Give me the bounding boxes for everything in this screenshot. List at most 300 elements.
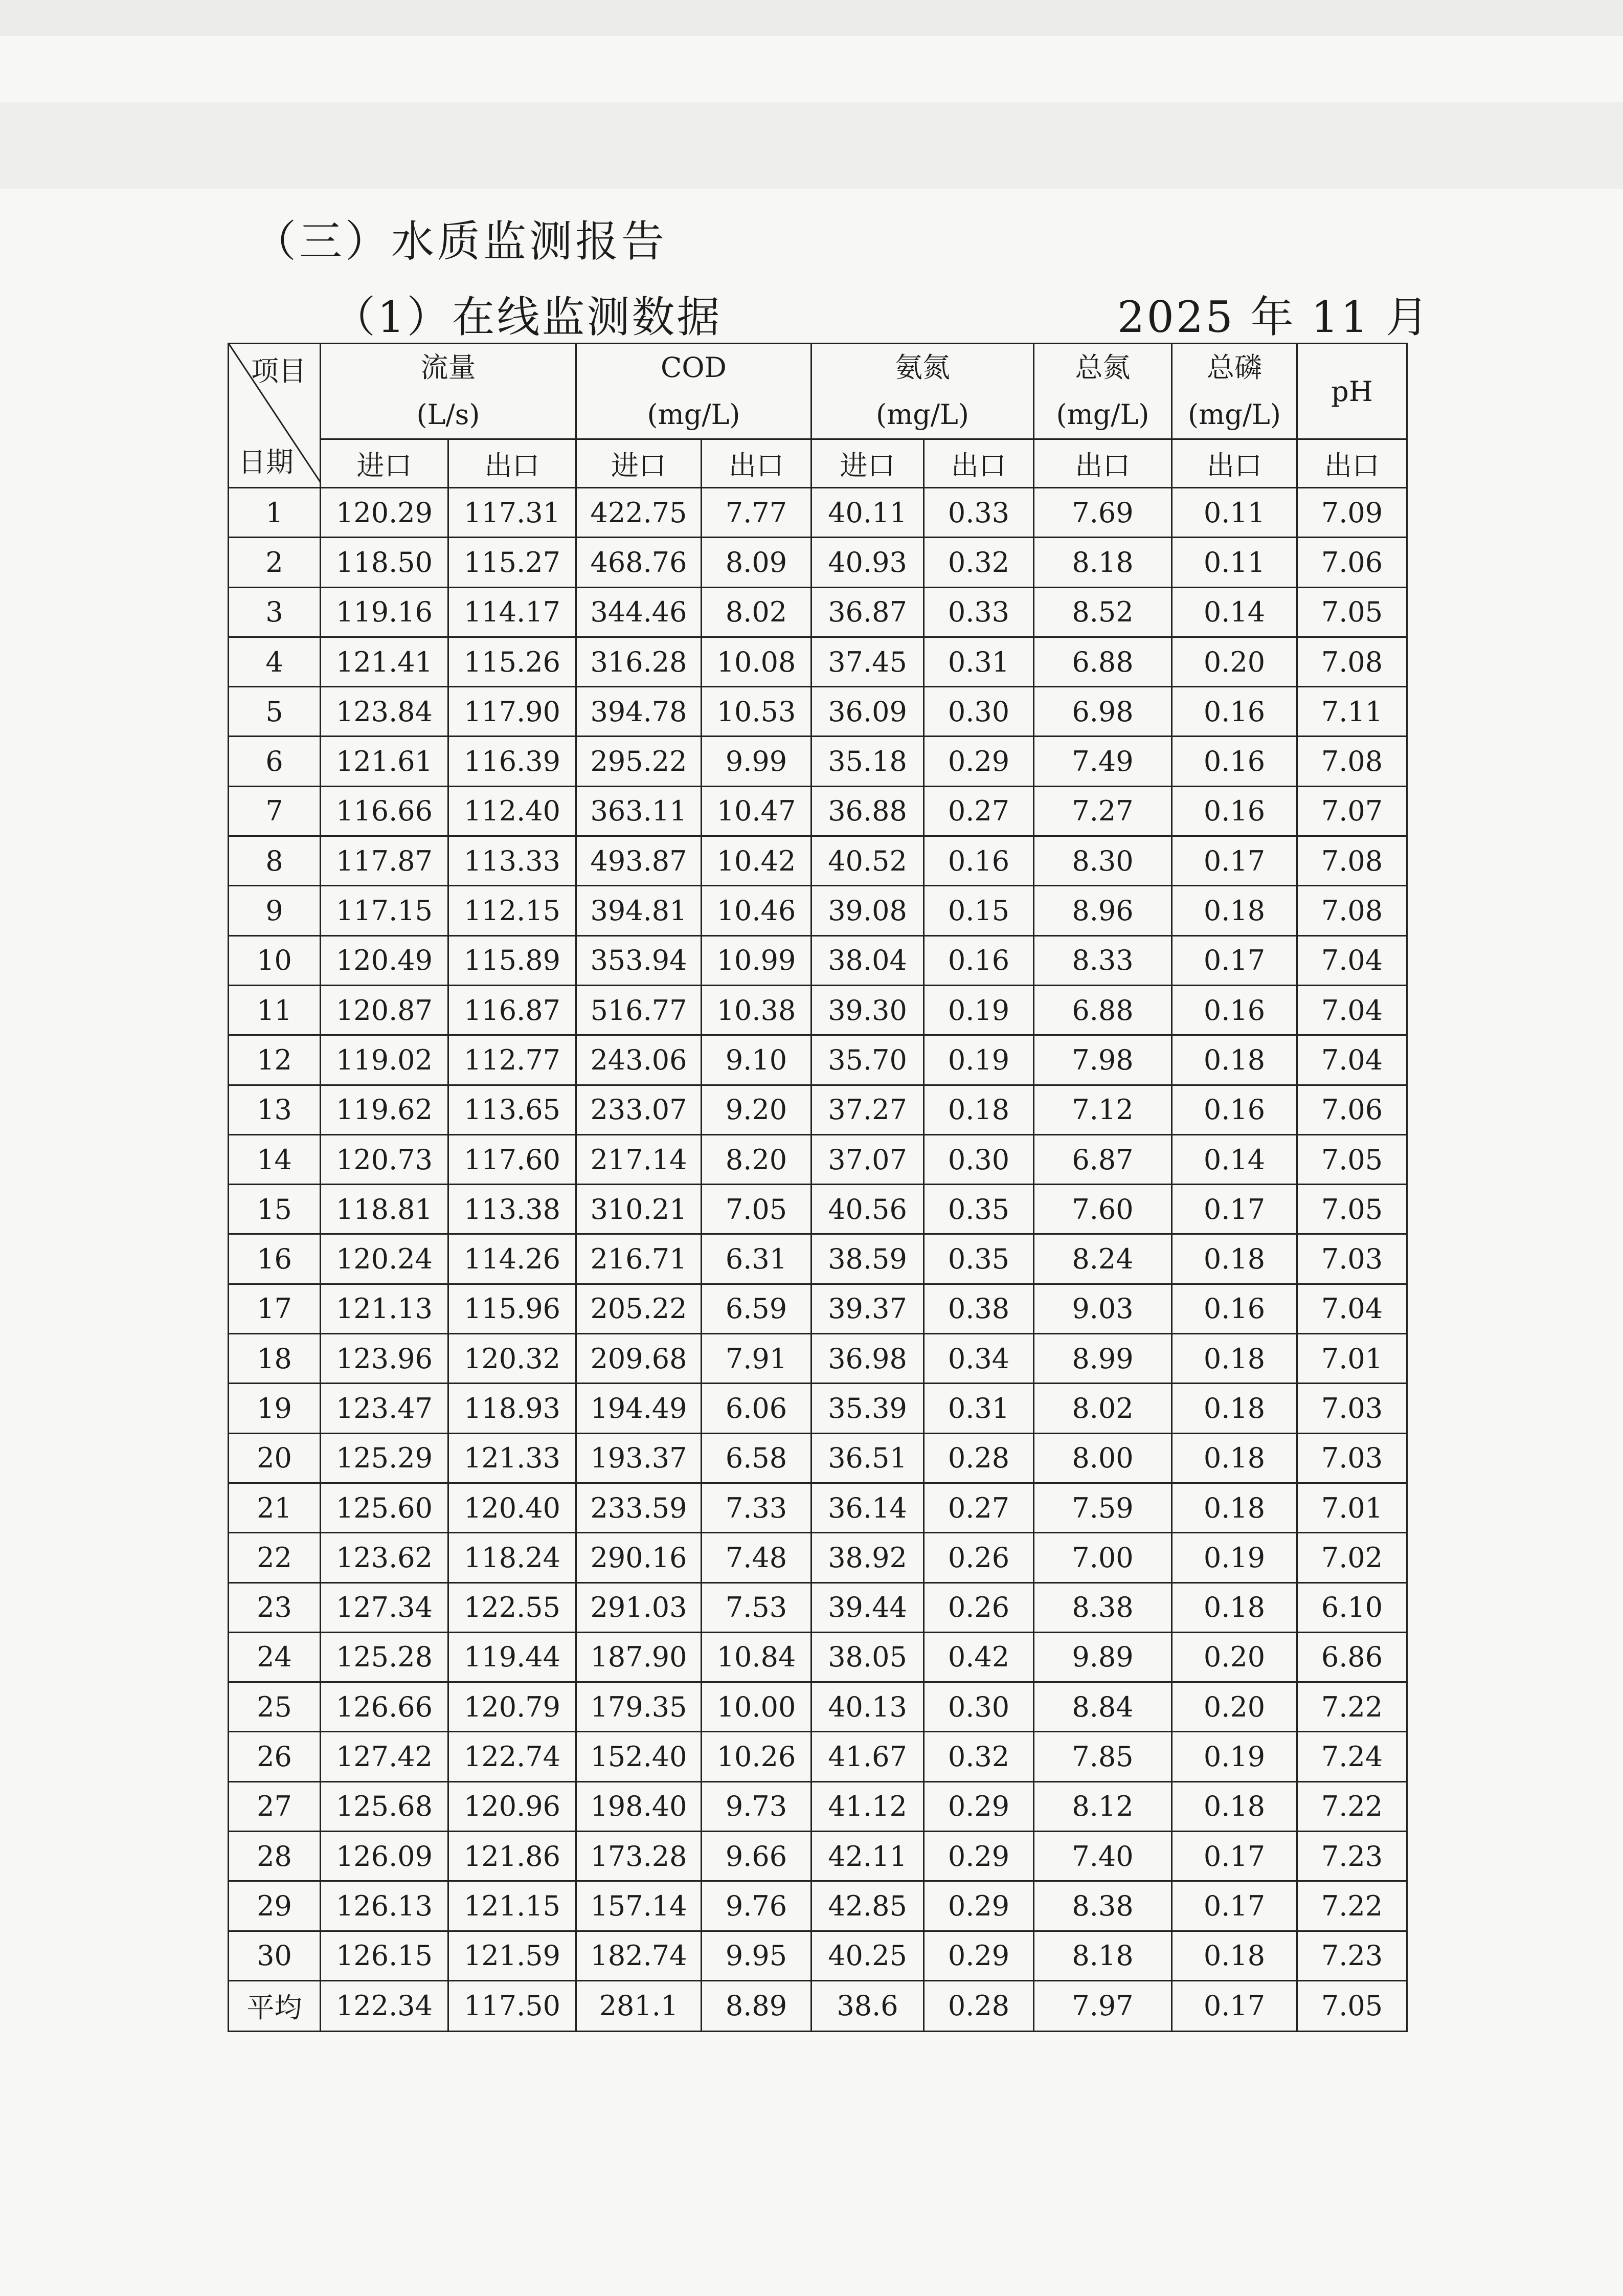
- value-cell: 115.27: [448, 538, 576, 587]
- value-cell: 0.17: [1172, 1881, 1297, 1931]
- value-cell: 7.23: [1297, 1832, 1407, 1881]
- average-cell: 7.05: [1297, 1980, 1407, 2031]
- value-cell: 113.38: [448, 1185, 576, 1234]
- value-cell: 113.33: [448, 836, 576, 886]
- value-cell: 205.22: [576, 1284, 702, 1333]
- value-cell: 6.87: [1034, 1134, 1172, 1184]
- value-cell: 36.14: [812, 1483, 924, 1532]
- table-row: [229, 1832, 1407, 1881]
- value-cell: 7.05: [1297, 1134, 1407, 1184]
- value-cell: 7.05: [702, 1185, 812, 1234]
- value-cell: 7.03: [1297, 1234, 1407, 1284]
- value-cell: 10.08: [702, 637, 812, 686]
- value-cell: 0.18: [1172, 1483, 1297, 1532]
- value-cell: 7.98: [1034, 1035, 1172, 1085]
- value-cell: 310.21: [576, 1185, 702, 1234]
- value-cell: 117.31: [448, 488, 576, 538]
- value-cell: 0.16: [1172, 737, 1297, 786]
- value-cell: 115.96: [448, 1284, 576, 1333]
- value-cell: 0.18: [1172, 1781, 1297, 1831]
- value-cell: 125.68: [321, 1781, 448, 1831]
- value-cell: 217.14: [576, 1134, 702, 1184]
- value-cell: 0.33: [924, 488, 1034, 538]
- value-cell: 9.95: [702, 1931, 812, 1980]
- value-cell: 0.30: [924, 1134, 1034, 1184]
- date-cell: 10: [229, 935, 321, 985]
- average-cell: 117.50: [448, 1980, 576, 2031]
- sub-header-cell: 进口: [576, 439, 702, 488]
- value-cell: 0.26: [924, 1533, 1034, 1582]
- group-header-total-nitrogen: [1034, 344, 1172, 439]
- value-cell: 114.17: [448, 587, 576, 637]
- sub-header-cell: 出口: [448, 439, 576, 488]
- value-cell: 7.24: [1297, 1732, 1407, 1781]
- value-cell: 8.20: [702, 1134, 812, 1184]
- value-cell: 0.26: [924, 1582, 1034, 1632]
- value-cell: 125.28: [321, 1632, 448, 1682]
- value-cell: 123.96: [321, 1334, 448, 1384]
- data-rows: [229, 488, 1407, 1981]
- value-cell: 120.32: [448, 1334, 576, 1384]
- value-cell: 0.18: [1172, 1433, 1297, 1483]
- value-cell: 7.01: [1297, 1483, 1407, 1532]
- value-cell: 118.81: [321, 1185, 448, 1234]
- value-cell: 353.94: [576, 935, 702, 985]
- date-cell: 8: [229, 836, 321, 886]
- value-cell: 7.04: [1297, 1035, 1407, 1085]
- value-cell: 121.61: [321, 737, 448, 786]
- value-cell: 0.15: [924, 886, 1034, 935]
- value-cell: 113.65: [448, 1085, 576, 1134]
- table-row: [229, 587, 1407, 637]
- value-cell: 233.59: [576, 1483, 702, 1532]
- value-cell: 120.29: [321, 488, 448, 538]
- table-row: [229, 1234, 1407, 1284]
- value-cell: 0.18: [1172, 1035, 1297, 1085]
- value-cell: 7.02: [1297, 1533, 1407, 1582]
- value-cell: 8.99: [1034, 1334, 1172, 1384]
- value-cell: 316.28: [576, 637, 702, 686]
- value-cell: 7.09: [1297, 488, 1407, 538]
- value-cell: 7.01: [1297, 1334, 1407, 1384]
- value-cell: 121.59: [448, 1931, 576, 1980]
- value-cell: 9.76: [702, 1881, 812, 1931]
- value-cell: 40.11: [812, 488, 924, 538]
- value-cell: 7.05: [1297, 1185, 1407, 1234]
- value-cell: 0.32: [924, 1732, 1034, 1781]
- value-cell: 10.47: [702, 786, 812, 836]
- value-cell: 0.20: [1172, 1682, 1297, 1732]
- date-cell: 13: [229, 1085, 321, 1134]
- value-cell: 9.20: [702, 1085, 812, 1134]
- value-cell: 116.66: [321, 786, 448, 836]
- value-cell: 7.53: [702, 1582, 812, 1632]
- value-cell: 6.58: [702, 1433, 812, 1483]
- value-cell: 36.51: [812, 1433, 924, 1483]
- group-unit: (mg/L): [876, 398, 969, 431]
- value-cell: 7.59: [1034, 1483, 1172, 1532]
- average-row: [229, 1980, 1407, 2031]
- corner-label-item: 项目: [251, 355, 306, 387]
- value-cell: 6.31: [702, 1234, 812, 1284]
- table-row: [229, 1433, 1407, 1483]
- value-cell: 8.18: [1034, 538, 1172, 587]
- value-cell: 7.27: [1034, 786, 1172, 836]
- value-cell: 9.10: [702, 1035, 812, 1085]
- table-row: [229, 737, 1407, 786]
- value-cell: 0.17: [1172, 1185, 1297, 1234]
- value-cell: 7.48: [702, 1533, 812, 1582]
- value-cell: 7.05: [1297, 587, 1407, 637]
- value-cell: 40.25: [812, 1931, 924, 1980]
- date-cell: 14: [229, 1134, 321, 1184]
- value-cell: 7.07: [1297, 786, 1407, 836]
- value-cell: 0.14: [1172, 1134, 1297, 1184]
- value-cell: 0.29: [924, 1881, 1034, 1931]
- value-cell: 0.17: [1172, 1832, 1297, 1881]
- value-cell: 0.17: [1172, 935, 1297, 985]
- value-cell: 0.11: [1172, 538, 1297, 587]
- value-cell: 216.71: [576, 1234, 702, 1284]
- value-cell: 7.69: [1034, 488, 1172, 538]
- value-cell: 121.13: [321, 1284, 448, 1333]
- value-cell: 468.76: [576, 538, 702, 587]
- value-cell: 6.98: [1034, 687, 1172, 737]
- value-cell: 7.85: [1034, 1732, 1172, 1781]
- table-row: [229, 1881, 1407, 1931]
- value-cell: 157.14: [576, 1881, 702, 1931]
- value-cell: 0.16: [1172, 985, 1297, 1035]
- value-cell: 36.98: [812, 1334, 924, 1384]
- group-name: 流量: [420, 351, 476, 384]
- value-cell: 40.56: [812, 1185, 924, 1234]
- date-cell: 3: [229, 587, 321, 637]
- value-cell: 8.02: [702, 587, 812, 637]
- group-unit: (mg/L): [1056, 398, 1149, 431]
- value-cell: 291.03: [576, 1582, 702, 1632]
- value-cell: 112.77: [448, 1035, 576, 1085]
- value-cell: 233.07: [576, 1085, 702, 1134]
- value-cell: 117.60: [448, 1134, 576, 1184]
- value-cell: 394.81: [576, 886, 702, 935]
- value-cell: 0.35: [924, 1185, 1034, 1234]
- value-cell: 126.15: [321, 1931, 448, 1980]
- value-cell: 7.77: [702, 488, 812, 538]
- date-cell: 4: [229, 637, 321, 686]
- value-cell: 179.35: [576, 1682, 702, 1732]
- value-cell: 120.49: [321, 935, 448, 985]
- report-date: 2025 年 11 月: [1117, 292, 1431, 342]
- value-cell: 117.15: [321, 886, 448, 935]
- value-cell: 37.45: [812, 637, 924, 686]
- value-cell: 8.02: [1034, 1384, 1172, 1433]
- average-cell: 8.89: [702, 1980, 812, 2031]
- group-name: 氨氮: [895, 351, 950, 384]
- value-cell: 41.12: [812, 1781, 924, 1831]
- value-cell: 0.16: [1172, 1085, 1297, 1134]
- value-cell: 187.90: [576, 1632, 702, 1682]
- value-cell: 8.84: [1034, 1682, 1172, 1732]
- value-cell: 0.18: [1172, 1234, 1297, 1284]
- header-row-groups: [229, 344, 1407, 439]
- value-cell: 0.18: [1172, 886, 1297, 935]
- value-cell: 394.78: [576, 687, 702, 737]
- value-cell: 6.86: [1297, 1632, 1407, 1682]
- value-cell: 120.96: [448, 1781, 576, 1831]
- value-cell: 0.19: [1172, 1732, 1297, 1781]
- value-cell: 422.75: [576, 488, 702, 538]
- group-name: COD: [661, 351, 727, 384]
- value-cell: 8.52: [1034, 587, 1172, 637]
- value-cell: 6.10: [1297, 1582, 1407, 1632]
- value-cell: 126.66: [321, 1682, 448, 1732]
- value-cell: 38.59: [812, 1234, 924, 1284]
- value-cell: 194.49: [576, 1384, 702, 1433]
- value-cell: 8.96: [1034, 886, 1172, 935]
- date-cell: 26: [229, 1732, 321, 1781]
- value-cell: 0.20: [1172, 1632, 1297, 1682]
- value-cell: 0.18: [1172, 1931, 1297, 1980]
- sub-header-cell: 出口: [1172, 439, 1297, 488]
- date-cell: 6: [229, 737, 321, 786]
- table-row: [229, 1582, 1407, 1632]
- group-name: pH: [1331, 375, 1373, 408]
- value-cell: 6.88: [1034, 637, 1172, 686]
- value-cell: 38.92: [812, 1533, 924, 1582]
- value-cell: 0.20: [1172, 637, 1297, 686]
- value-cell: 0.31: [924, 1384, 1034, 1433]
- value-cell: 119.62: [321, 1085, 448, 1134]
- date-cell: 5: [229, 687, 321, 737]
- value-cell: 7.22: [1297, 1781, 1407, 1831]
- value-cell: 493.87: [576, 836, 702, 886]
- value-cell: 127.42: [321, 1732, 448, 1781]
- date-cell: 27: [229, 1781, 321, 1831]
- value-cell: 295.22: [576, 737, 702, 786]
- value-cell: 6.88: [1034, 985, 1172, 1035]
- table-row: [229, 1781, 1407, 1831]
- date-cell: 19: [229, 1384, 321, 1433]
- value-cell: 7.60: [1034, 1185, 1172, 1234]
- value-cell: 127.34: [321, 1582, 448, 1632]
- value-cell: 126.09: [321, 1832, 448, 1881]
- value-cell: 8.24: [1034, 1234, 1172, 1284]
- value-cell: 7.06: [1297, 538, 1407, 587]
- value-cell: 0.16: [1172, 687, 1297, 737]
- value-cell: 112.15: [448, 886, 576, 935]
- value-cell: 0.38: [924, 1284, 1034, 1333]
- date-cell: 18: [229, 1334, 321, 1384]
- date-cell: 20: [229, 1433, 321, 1483]
- value-cell: 9.03: [1034, 1284, 1172, 1333]
- corner-label-date: 日期: [238, 446, 294, 478]
- date-cell: 15: [229, 1185, 321, 1234]
- table-row: [229, 1185, 1407, 1234]
- value-cell: 0.18: [1172, 1384, 1297, 1433]
- value-cell: 35.39: [812, 1384, 924, 1433]
- value-cell: 122.74: [448, 1732, 576, 1781]
- value-cell: 182.74: [576, 1931, 702, 1980]
- group-header-total-phosphorus: [1172, 344, 1297, 439]
- value-cell: 118.93: [448, 1384, 576, 1433]
- average-label: 平均: [229, 1980, 321, 2031]
- scan-bleed-top: [0, 0, 1623, 36]
- value-cell: 40.52: [812, 836, 924, 886]
- value-cell: 10.38: [702, 985, 812, 1035]
- value-cell: 119.16: [321, 587, 448, 637]
- value-cell: 121.41: [321, 637, 448, 686]
- value-cell: 114.26: [448, 1234, 576, 1284]
- value-cell: 117.90: [448, 687, 576, 737]
- average-cell: 38.6: [812, 1980, 924, 2031]
- value-cell: 7.08: [1297, 836, 1407, 886]
- value-cell: 0.18: [924, 1085, 1034, 1134]
- value-cell: 36.09: [812, 687, 924, 737]
- table-row: [229, 488, 1407, 538]
- value-cell: 126.13: [321, 1881, 448, 1931]
- monitoring-table: [228, 343, 1408, 2032]
- value-cell: 7.08: [1297, 737, 1407, 786]
- value-cell: 7.03: [1297, 1433, 1407, 1483]
- value-cell: 516.77: [576, 985, 702, 1035]
- value-cell: 0.17: [1172, 836, 1297, 886]
- group-header-ammonia: [812, 344, 1034, 439]
- value-cell: 120.40: [448, 1483, 576, 1532]
- value-cell: 119.44: [448, 1632, 576, 1682]
- value-cell: 7.91: [702, 1334, 812, 1384]
- value-cell: 0.19: [924, 985, 1034, 1035]
- value-cell: 290.16: [576, 1533, 702, 1582]
- table-row: [229, 1632, 1407, 1682]
- sub-header-cell: 出口: [1297, 439, 1407, 488]
- value-cell: 0.18: [1172, 1582, 1297, 1632]
- table-row: [229, 1035, 1407, 1085]
- value-cell: 123.84: [321, 687, 448, 737]
- group-header-cod: [576, 344, 812, 439]
- value-cell: 0.16: [1172, 1284, 1297, 1333]
- date-cell: 30: [229, 1931, 321, 1980]
- group-unit: (L/s): [416, 398, 480, 431]
- value-cell: 10.46: [702, 886, 812, 935]
- value-cell: 152.40: [576, 1732, 702, 1781]
- value-cell: 121.15: [448, 1881, 576, 1931]
- value-cell: 0.32: [924, 538, 1034, 587]
- value-cell: 0.19: [1172, 1533, 1297, 1582]
- date-cell: 28: [229, 1832, 321, 1881]
- value-cell: 9.99: [702, 737, 812, 786]
- value-cell: 7.08: [1297, 886, 1407, 935]
- date-cell: 12: [229, 1035, 321, 1085]
- value-cell: 119.02: [321, 1035, 448, 1085]
- group-name: 总磷: [1207, 351, 1262, 384]
- value-cell: 10.26: [702, 1732, 812, 1781]
- value-cell: 120.87: [321, 985, 448, 1035]
- value-cell: 10.84: [702, 1632, 812, 1682]
- value-cell: 9.73: [702, 1781, 812, 1831]
- table-row: [229, 1533, 1407, 1582]
- value-cell: 8.18: [1034, 1931, 1172, 1980]
- value-cell: 116.87: [448, 985, 576, 1035]
- date-cell: 17: [229, 1284, 321, 1333]
- value-cell: 125.29: [321, 1433, 448, 1483]
- value-cell: 10.42: [702, 836, 812, 886]
- sub-title: （1）在线监测数据: [332, 292, 722, 342]
- value-cell: 0.29: [924, 1781, 1034, 1831]
- value-cell: 125.60: [321, 1483, 448, 1532]
- value-cell: 0.19: [924, 1035, 1034, 1085]
- date-cell: 24: [229, 1632, 321, 1682]
- value-cell: 118.24: [448, 1533, 576, 1582]
- table-row: [229, 1284, 1407, 1333]
- value-cell: 115.89: [448, 935, 576, 985]
- value-cell: 7.04: [1297, 935, 1407, 985]
- value-cell: 0.18: [1172, 1334, 1297, 1384]
- date-cell: 9: [229, 886, 321, 935]
- group-unit: (mg/L): [1188, 398, 1281, 431]
- date-cell: 21: [229, 1483, 321, 1532]
- value-cell: 7.12: [1034, 1085, 1172, 1134]
- average-cell: 0.17: [1172, 1980, 1297, 2031]
- value-cell: 121.33: [448, 1433, 576, 1483]
- value-cell: 42.85: [812, 1881, 924, 1931]
- value-cell: 39.44: [812, 1582, 924, 1632]
- value-cell: 0.29: [924, 1931, 1034, 1980]
- header-row-sub: [229, 439, 1407, 488]
- value-cell: 35.70: [812, 1035, 924, 1085]
- value-cell: 7.22: [1297, 1881, 1407, 1931]
- value-cell: 9.66: [702, 1832, 812, 1881]
- value-cell: 38.04: [812, 935, 924, 985]
- date-cell: 23: [229, 1582, 321, 1632]
- value-cell: 120.79: [448, 1682, 576, 1732]
- group-header-ph: [1297, 344, 1407, 439]
- table-row: [229, 1682, 1407, 1732]
- value-cell: 8.00: [1034, 1433, 1172, 1483]
- value-cell: 0.35: [924, 1234, 1034, 1284]
- value-cell: 0.42: [924, 1632, 1034, 1682]
- value-cell: 0.27: [924, 786, 1034, 836]
- table-row: [229, 1483, 1407, 1532]
- value-cell: 8.33: [1034, 935, 1172, 985]
- value-cell: 8.30: [1034, 836, 1172, 886]
- value-cell: 120.73: [321, 1134, 448, 1184]
- table-row: [229, 1931, 1407, 1980]
- section-title: （三）水质监测报告: [253, 216, 668, 266]
- average-cell: 0.28: [924, 1980, 1034, 2031]
- value-cell: 8.38: [1034, 1582, 1172, 1632]
- corner-header-cell: [229, 344, 321, 488]
- table-row: [229, 1732, 1407, 1781]
- value-cell: 0.16: [1172, 786, 1297, 836]
- value-cell: 344.46: [576, 587, 702, 637]
- value-cell: 0.11: [1172, 488, 1297, 538]
- table-row: [229, 637, 1407, 686]
- value-cell: 0.30: [924, 1682, 1034, 1732]
- sub-header-cell: 出口: [1034, 439, 1172, 488]
- value-cell: 10.00: [702, 1682, 812, 1732]
- value-cell: 7.06: [1297, 1085, 1407, 1134]
- value-cell: 193.37: [576, 1433, 702, 1483]
- value-cell: 118.50: [321, 538, 448, 587]
- table-row: [229, 538, 1407, 587]
- date-cell: 25: [229, 1682, 321, 1732]
- value-cell: 42.11: [812, 1832, 924, 1881]
- value-cell: 40.13: [812, 1682, 924, 1732]
- value-cell: 7.22: [1297, 1682, 1407, 1732]
- table-row: [229, 1085, 1407, 1134]
- date-cell: 11: [229, 985, 321, 1035]
- value-cell: 7.03: [1297, 1384, 1407, 1433]
